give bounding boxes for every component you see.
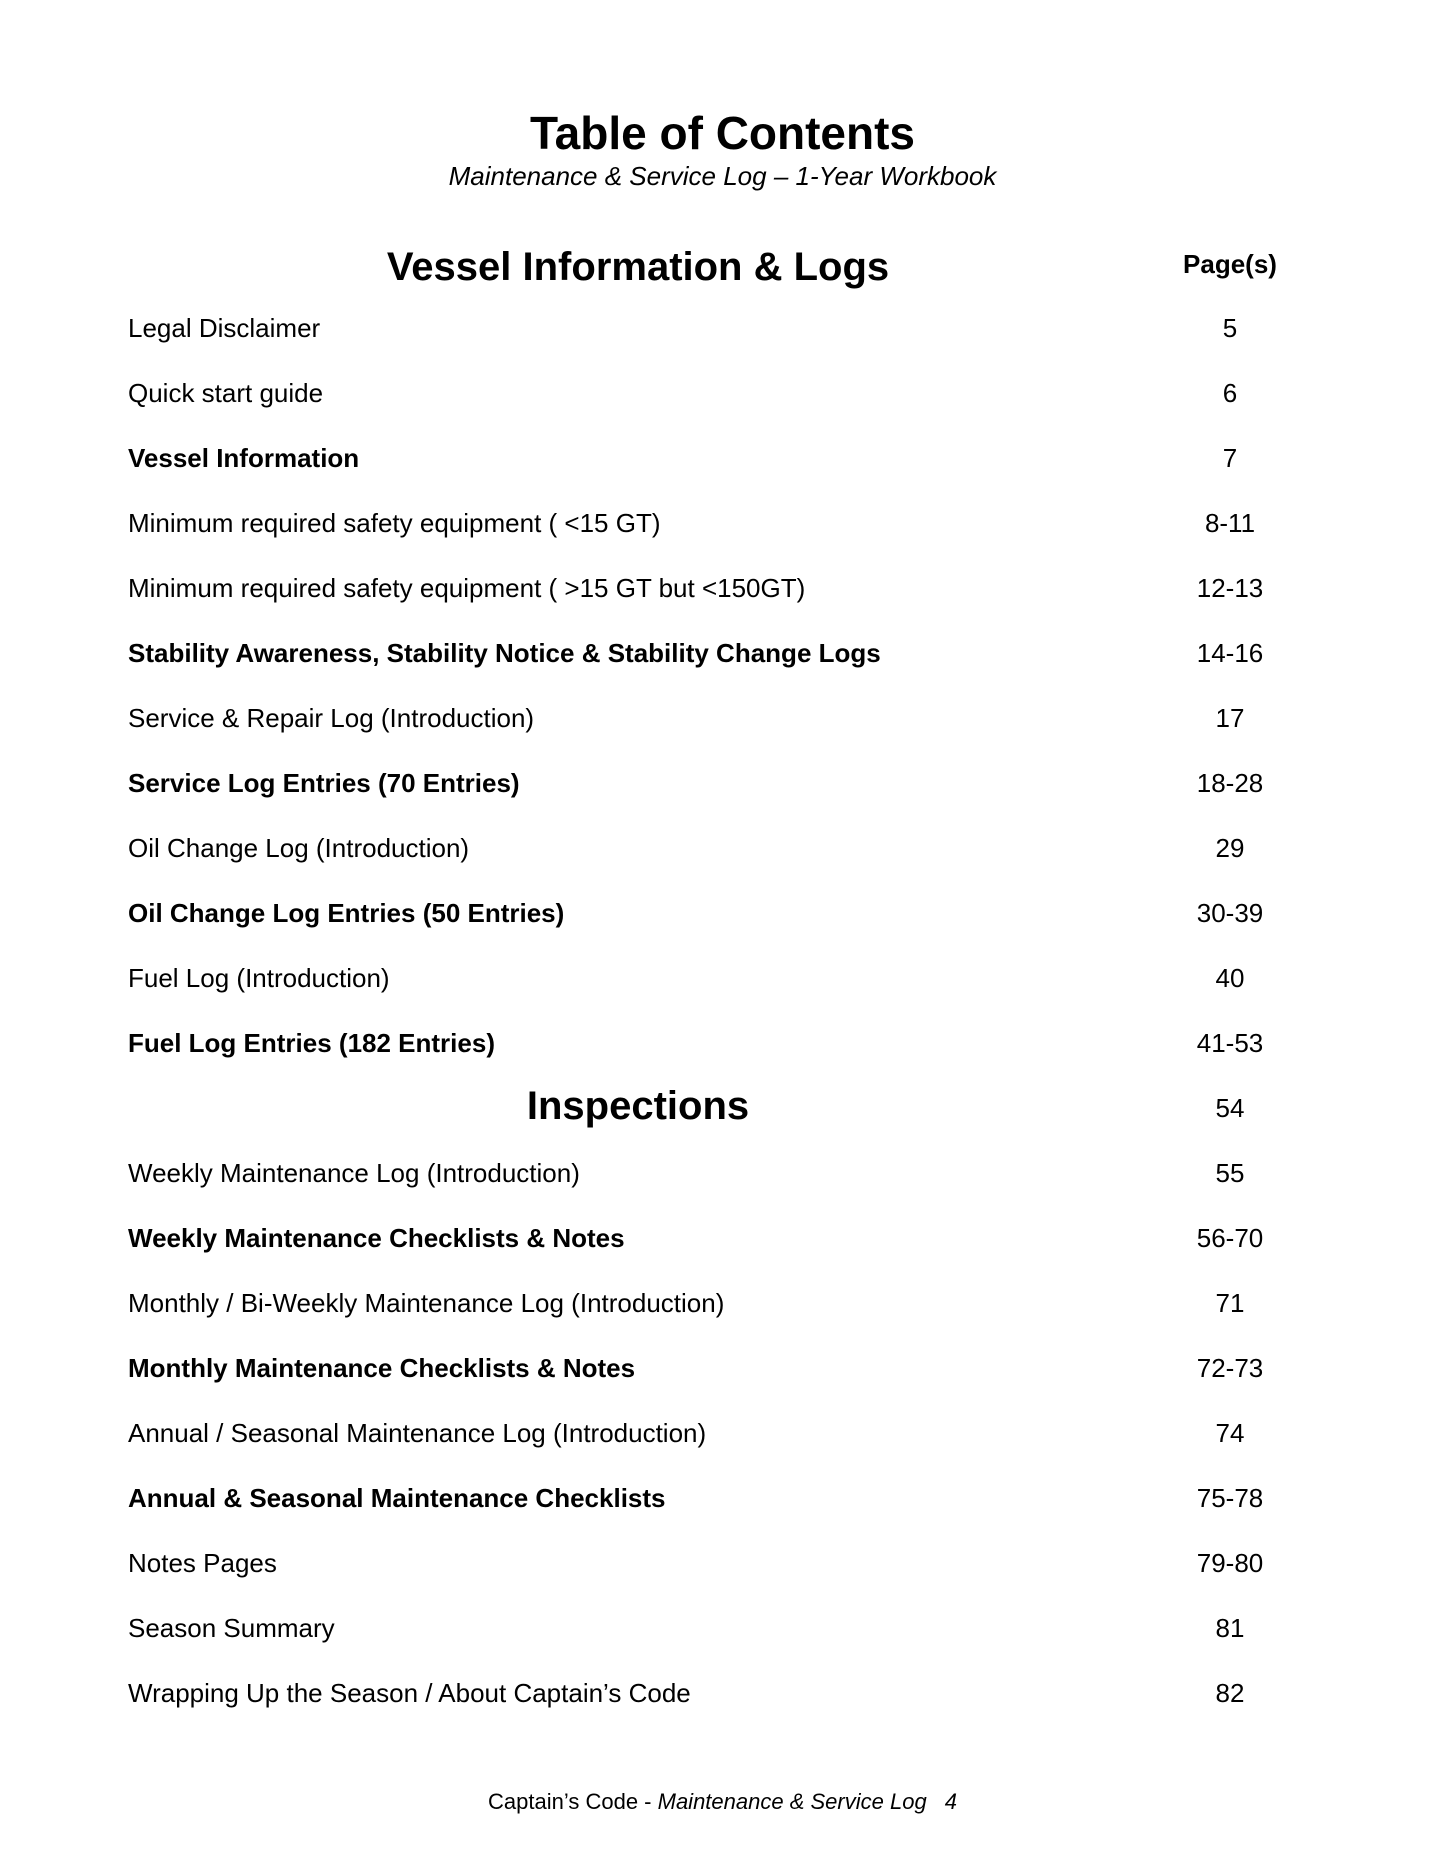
toc-entry-label[interactable]: Minimum required safety equipment ( >15 GT but <150GT) bbox=[128, 573, 806, 603]
toc-entry-label[interactable]: Fuel Log (Introduction) bbox=[128, 963, 390, 993]
toc-entry-pages: 7 bbox=[1222, 443, 1238, 473]
toc-entry-pages: 40 bbox=[1215, 963, 1245, 993]
toc-entry-label[interactable]: Vessel Information bbox=[128, 443, 360, 473]
toc-entry-pages: 55 bbox=[1215, 1158, 1245, 1188]
toc-entry-label[interactable]: Weekly Maintenance Checklists & Notes bbox=[128, 1223, 625, 1253]
toc-entry-pages: 17 bbox=[1215, 703, 1245, 733]
toc-entry-label[interactable]: Annual & Seasonal Maintenance Checklists bbox=[128, 1483, 666, 1513]
section-heading-inspections: Inspections bbox=[526, 1084, 750, 1128]
page-subtitle: Maintenance & Service Log – 1-Year Workbook bbox=[448, 161, 997, 191]
toc-entry-pages: 14-16 bbox=[1196, 638, 1264, 668]
toc-entry-label[interactable]: Oil Change Log Entries (50 Entries) bbox=[128, 898, 565, 928]
toc-entry-label[interactable]: Annual / Seasonal Maintenance Log (Introduction) bbox=[128, 1418, 707, 1448]
toc-entry-label[interactable]: Service & Repair Log (Introduction) bbox=[128, 703, 535, 733]
toc-entry-pages: 72-73 bbox=[1196, 1353, 1264, 1383]
pages-column-header: Page(s) bbox=[1183, 249, 1277, 279]
toc-entry-label[interactable]: Quick start guide bbox=[128, 378, 324, 408]
toc-entry-label[interactable]: Wrapping Up the Season / About Captain’s Code bbox=[128, 1678, 691, 1708]
section-heading-vessel: Vessel Information & Logs bbox=[386, 245, 890, 289]
toc-entry-label[interactable]: Notes Pages bbox=[128, 1548, 277, 1578]
toc-title: Table of Contents bbox=[529, 107, 916, 159]
section-page-number: 54 bbox=[1215, 1093, 1245, 1123]
toc-entry-pages: 6 bbox=[1222, 378, 1238, 408]
toc-entry-label[interactable]: Stability Awareness, Stability Notice & Stability Change Logs bbox=[128, 638, 881, 668]
footer-page-number: 4 bbox=[944, 1789, 957, 1814]
page-footer bbox=[0, 1788, 1445, 1816]
toc-entry-pages: 82 bbox=[1215, 1678, 1245, 1708]
toc-entry-label[interactable]: Minimum required safety equipment ( <15 GT) bbox=[128, 508, 661, 538]
toc-entry-pages: 12-13 bbox=[1196, 573, 1264, 603]
toc-entry-pages: 71 bbox=[1215, 1288, 1245, 1318]
toc-entry-pages: 8-11 bbox=[1204, 508, 1256, 538]
toc-entry-label[interactable]: Season Summary bbox=[128, 1613, 335, 1643]
toc-entry-label[interactable]: Weekly Maintenance Log (Introduction) bbox=[128, 1158, 580, 1188]
page-title bbox=[0, 105, 1445, 161]
toc-entry-pages: 56-70 bbox=[1196, 1223, 1264, 1253]
toc-entry-pages: 29 bbox=[1215, 833, 1245, 863]
toc-entry-label[interactable]: Monthly Maintenance Checklists & Notes bbox=[128, 1353, 636, 1383]
footer-book-title: Maintenance & Service Log bbox=[657, 1789, 927, 1814]
toc-entry-label[interactable]: Monthly / Bi-Weekly Maintenance Log (Introduction) bbox=[128, 1288, 725, 1318]
toc-entry-pages: 81 bbox=[1215, 1613, 1245, 1643]
toc-entry-pages: 74 bbox=[1215, 1418, 1245, 1448]
toc-entry-label[interactable]: Service Log Entries (70 Entries) bbox=[128, 768, 520, 798]
toc-entry-pages: 41-53 bbox=[1196, 1028, 1264, 1058]
footer-brand: Captain’s Code - bbox=[488, 1789, 658, 1814]
toc-entry-pages: 18-28 bbox=[1196, 768, 1264, 798]
toc-entry-pages: 30-39 bbox=[1196, 898, 1264, 928]
toc-entry-label[interactable]: Legal Disclaimer bbox=[128, 313, 321, 343]
toc-entry-label[interactable]: Oil Change Log (Introduction) bbox=[128, 833, 470, 863]
toc-entry-label[interactable]: Fuel Log Entries (182 Entries) bbox=[128, 1028, 495, 1058]
toc-entry-pages: 5 bbox=[1222, 313, 1238, 343]
toc-entry-pages: 79-80 bbox=[1196, 1548, 1264, 1578]
toc-entry-pages: 75-78 bbox=[1196, 1483, 1264, 1513]
